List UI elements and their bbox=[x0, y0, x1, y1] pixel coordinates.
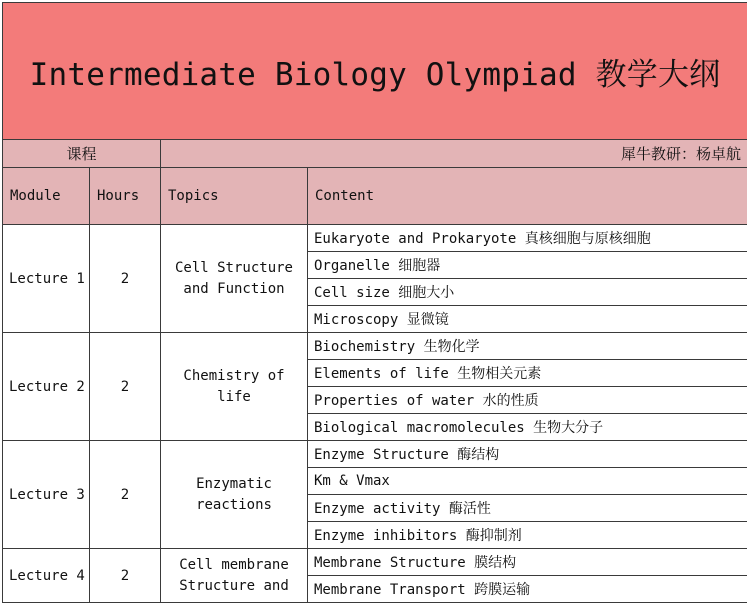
content-cell: Properties of water 水的性质 bbox=[308, 387, 748, 414]
table-row bbox=[3, 333, 748, 360]
table-row bbox=[3, 441, 748, 468]
table-row bbox=[3, 225, 748, 252]
topic-cell: Enzymatic reactions bbox=[161, 441, 308, 549]
content-cell: Enzyme inhibitors 酶抑制剂 bbox=[308, 522, 748, 549]
topic-cell: Chemistry of life bbox=[161, 333, 308, 441]
author-credit: 犀牛教研：杨卓航 bbox=[161, 140, 748, 168]
content-cell: Enzyme activity 酶活性 bbox=[308, 495, 748, 522]
hours-cell: 2 bbox=[90, 333, 161, 441]
course-label: 课程 bbox=[3, 140, 161, 168]
column-header-row bbox=[3, 168, 748, 225]
column-header-hours: Hours bbox=[90, 168, 161, 225]
content-cell: Microscopy 显微镜 bbox=[308, 306, 748, 333]
topic-cell: Cell Structure and Function bbox=[161, 225, 308, 333]
content-cell: Biological macromolecules 生物大分子 bbox=[308, 414, 748, 441]
column-header-topics: Topics bbox=[161, 168, 308, 225]
content-cell: Elements of life 生物相关元素 bbox=[308, 360, 748, 387]
content-cell: Cell size 细胞大小 bbox=[308, 279, 748, 306]
content-cell: Eukaryote and Prokaryote 真核细胞与原核细胞 bbox=[308, 225, 748, 252]
module-cell: Lecture 4 bbox=[3, 549, 90, 603]
column-header-module: Module bbox=[3, 168, 90, 225]
content-cell: Biochemistry 生物化学 bbox=[308, 333, 748, 360]
page-title: Intermediate Biology Olympiad 教学大纲 bbox=[3, 3, 748, 140]
hours-cell: 2 bbox=[90, 549, 161, 603]
content-cell: Enzyme Structure 酶结构 bbox=[308, 441, 748, 468]
table-row bbox=[3, 549, 748, 576]
content-cell: Membrane Structure 膜结构 bbox=[308, 549, 748, 576]
syllabus-table-wrapper bbox=[2, 2, 747, 605]
syllabus-table bbox=[2, 2, 747, 603]
topic-cell: Cell membrane Structure and bbox=[161, 549, 308, 603]
hours-cell: 2 bbox=[90, 225, 161, 333]
content-cell: Km & Vmax bbox=[308, 468, 748, 495]
module-cell: Lecture 2 bbox=[3, 333, 90, 441]
module-cell: Lecture 1 bbox=[3, 225, 90, 333]
content-cell: Organelle 细胞器 bbox=[308, 252, 748, 279]
content-cell: Membrane Transport 跨膜运输 bbox=[308, 576, 748, 603]
hours-cell: 2 bbox=[90, 441, 161, 549]
module-cell: Lecture 3 bbox=[3, 441, 90, 549]
column-header-content: Content bbox=[308, 168, 748, 225]
